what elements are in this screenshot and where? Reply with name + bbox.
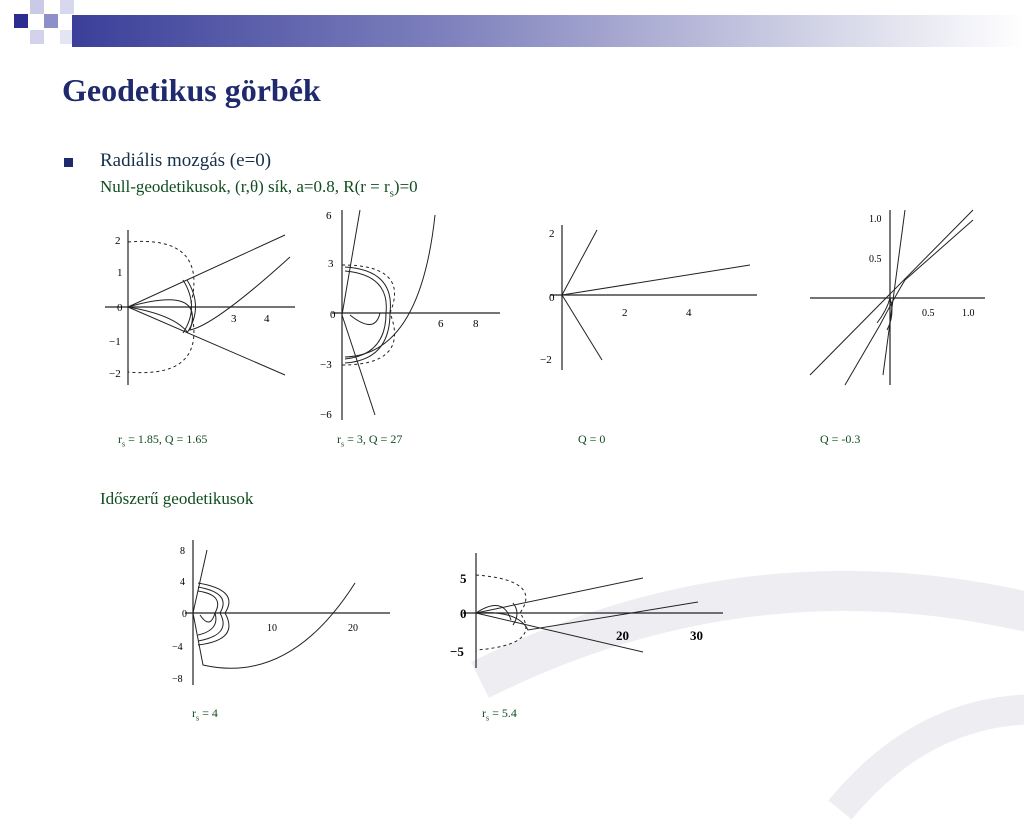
caption-plot-3: Q = 0 xyxy=(578,432,606,446)
y-tick-label: 1.0 xyxy=(869,214,882,225)
y-tick-label: 0.5 xyxy=(869,254,882,265)
caption-plot-6: $r_s = 5.4$ xyxy=(482,706,517,723)
x-tick-label: 20 xyxy=(616,628,629,643)
header-gradient-bar xyxy=(72,15,1024,47)
x-tick-label: 0.5 xyxy=(922,308,935,319)
plot-rs-4 xyxy=(170,535,395,685)
y-tick-label: 2 xyxy=(549,228,555,240)
y-tick-label: 4 xyxy=(180,577,185,588)
deco-square xyxy=(30,0,44,14)
y-tick-label: −2 xyxy=(540,354,552,366)
x-tick-label: 3 xyxy=(231,313,237,325)
x-tick-label: 4 xyxy=(264,313,270,325)
null-geodesic-subtitle: Null-geodetikusok, (r,θ) sík, a=0.8, $R(r = r_s)=0$ xyxy=(100,177,418,200)
y-tick-label: 1 xyxy=(117,267,123,279)
x-tick-label: 30 xyxy=(690,628,703,643)
y-tick-label: −8 xyxy=(172,674,183,685)
x-tick-label: 8 xyxy=(473,318,479,330)
page-title: Geodetikus görbék xyxy=(62,72,321,108)
deco-square xyxy=(44,14,58,28)
y-tick-label: 6 xyxy=(326,210,332,222)
y-tick-label: −3 xyxy=(320,359,332,371)
caption-plot-5: $r_s = 4$ xyxy=(192,706,218,723)
y-tick-label: 0 xyxy=(549,292,555,304)
x-tick-label: 20 xyxy=(348,623,358,634)
y-tick-label: 5 xyxy=(460,571,467,586)
y-tick-label: −2 xyxy=(109,368,121,380)
plot-rs-3 xyxy=(320,205,500,425)
x-tick-label: 2 xyxy=(622,307,628,319)
caption-plot-2: $r_s = 3$, Q = 27 xyxy=(337,432,403,449)
plot-rs-1-85 xyxy=(95,225,295,385)
bullet-square-icon xyxy=(64,158,73,167)
y-tick-label: −4 xyxy=(172,642,183,653)
y-tick-label: 2 xyxy=(115,235,121,247)
y-tick-label: −1 xyxy=(109,336,121,348)
plot-q-0 xyxy=(535,220,760,370)
caption-plot-1: $r_s = 1.85$, Q = 1.65 xyxy=(118,432,208,449)
y-tick-label: 0 xyxy=(117,302,123,314)
y-tick-label: 8 xyxy=(180,546,185,557)
caption-plot-4: Q = -0.3 xyxy=(820,432,861,446)
y-tick-label: −5 xyxy=(450,644,464,659)
plot-q-neg-0-3 xyxy=(805,205,985,390)
x-tick-label: 10 xyxy=(267,623,277,634)
y-tick-label: −6 xyxy=(320,409,332,421)
y-tick-label: 0 xyxy=(460,606,467,621)
section-heading: Időszerű geodetikusok xyxy=(100,489,254,508)
deco-square xyxy=(30,30,44,44)
bullet-text: Radiális mozgás (e=0) xyxy=(100,150,272,171)
x-tick-label: 6 xyxy=(438,318,444,330)
y-tick-label: 0 xyxy=(330,309,336,321)
deco-square xyxy=(60,0,74,14)
deco-square xyxy=(14,14,28,28)
deco-square xyxy=(60,30,72,44)
y-tick-label: 0 xyxy=(182,609,187,620)
y-tick-label: 3 xyxy=(328,258,334,270)
plot-rs-5-4 xyxy=(448,550,728,670)
x-tick-label: 4 xyxy=(686,307,692,319)
x-tick-label: 1.0 xyxy=(962,308,975,319)
